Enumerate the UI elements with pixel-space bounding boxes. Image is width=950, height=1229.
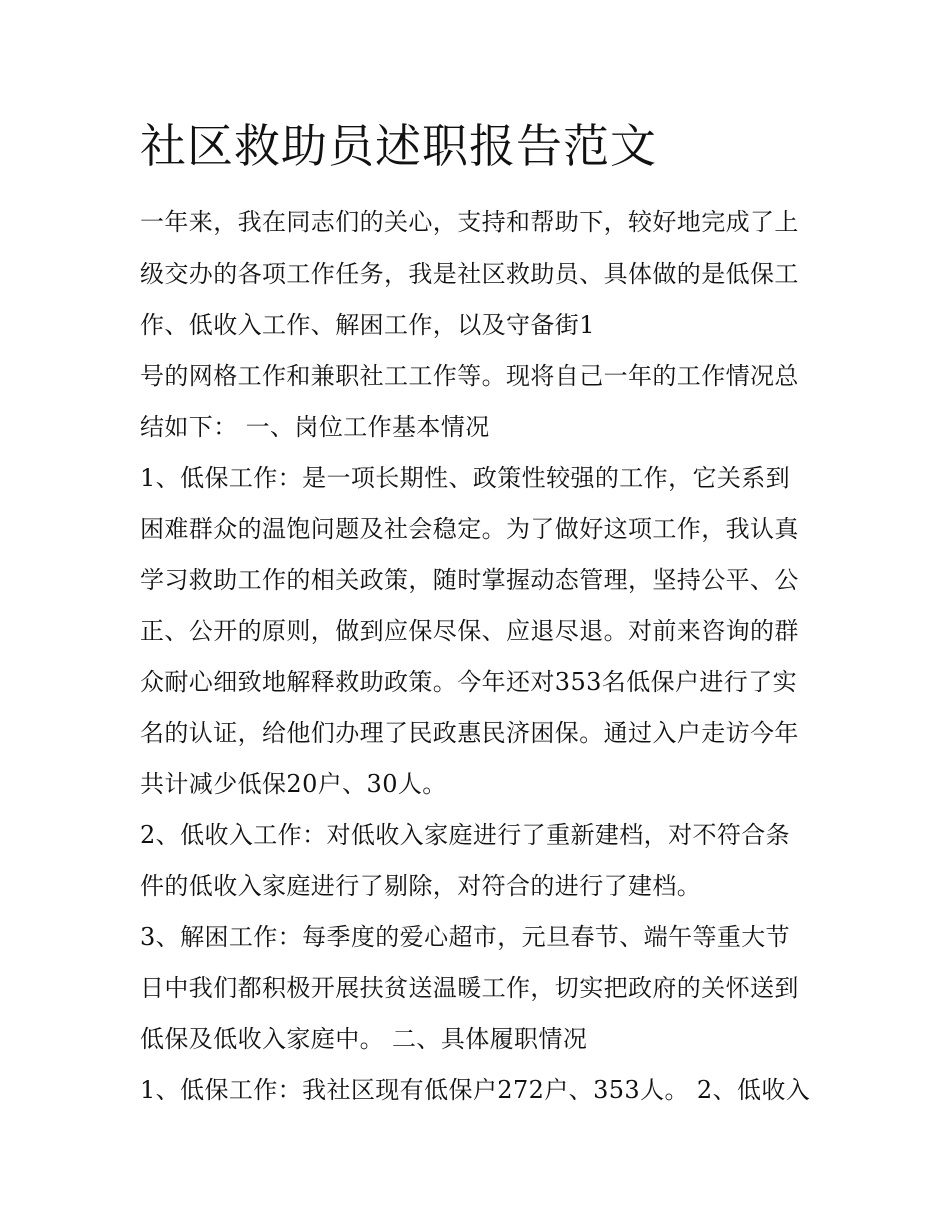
body-line: 1、低保工作：是一项长期性、政策性较强的工作，它关系到 <box>140 464 791 492</box>
body-line: 级交办的各项工作任务，我是社区救助员、具体做的是低保工 <box>140 260 799 288</box>
body-line: 件的低收入家庭进行了剔除，对符合的进行了建档。 <box>140 872 702 900</box>
body-line: 共计减少低保20户、30人。 <box>140 770 447 798</box>
body-line: 名的认证，给他们办理了民政惠民济困保。通过入户走访今年 <box>140 719 799 747</box>
body-line: 众耐心细致地解释救助政策。今年还对353名低保户进行了实 <box>140 668 798 696</box>
body-line: 低保及低收入家庭中。 二、具体履职情况 <box>140 1025 588 1053</box>
body-line: 1、低保工作：我社区现有低保户272户、353人。 2、低收入 <box>140 1076 811 1104</box>
document-title: 社区救助员述职报告范文 <box>140 119 657 173</box>
body-line: 作、低收入工作、解困工作，以及守备街1 <box>140 311 595 339</box>
body-line: 一年来，我在同志们的关心，支持和帮助下，较好地完成了上 <box>140 208 799 236</box>
body-line: 结如下： 一、岗位工作基本情况 <box>140 413 490 441</box>
body-line: 正、公开的原则，做到应保尽保、应退尽退。对前来咨询的群 <box>140 617 799 645</box>
body-line: 3、解困工作：每季度的爱心超市，元旦春节、端午等重大节 <box>140 923 791 951</box>
body-line: 学习救助工作的相关政策，随时掌握动态管理，坚持公平、公 <box>140 566 799 594</box>
body-line: 日中我们都积极开展扶贫送温暖工作，切实把政府的关怀送到 <box>140 974 799 1002</box>
body-line: 2、低收入工作：对低收入家庭进行了重新建档，对不符合条 <box>140 821 791 849</box>
body-line: 号的网格工作和兼职社工工作等。现将自己一年的工作情况总 <box>140 362 799 390</box>
body-line: 困难群众的温饱问题及社会稳定。为了做好这项工作，我认真 <box>140 515 799 543</box>
